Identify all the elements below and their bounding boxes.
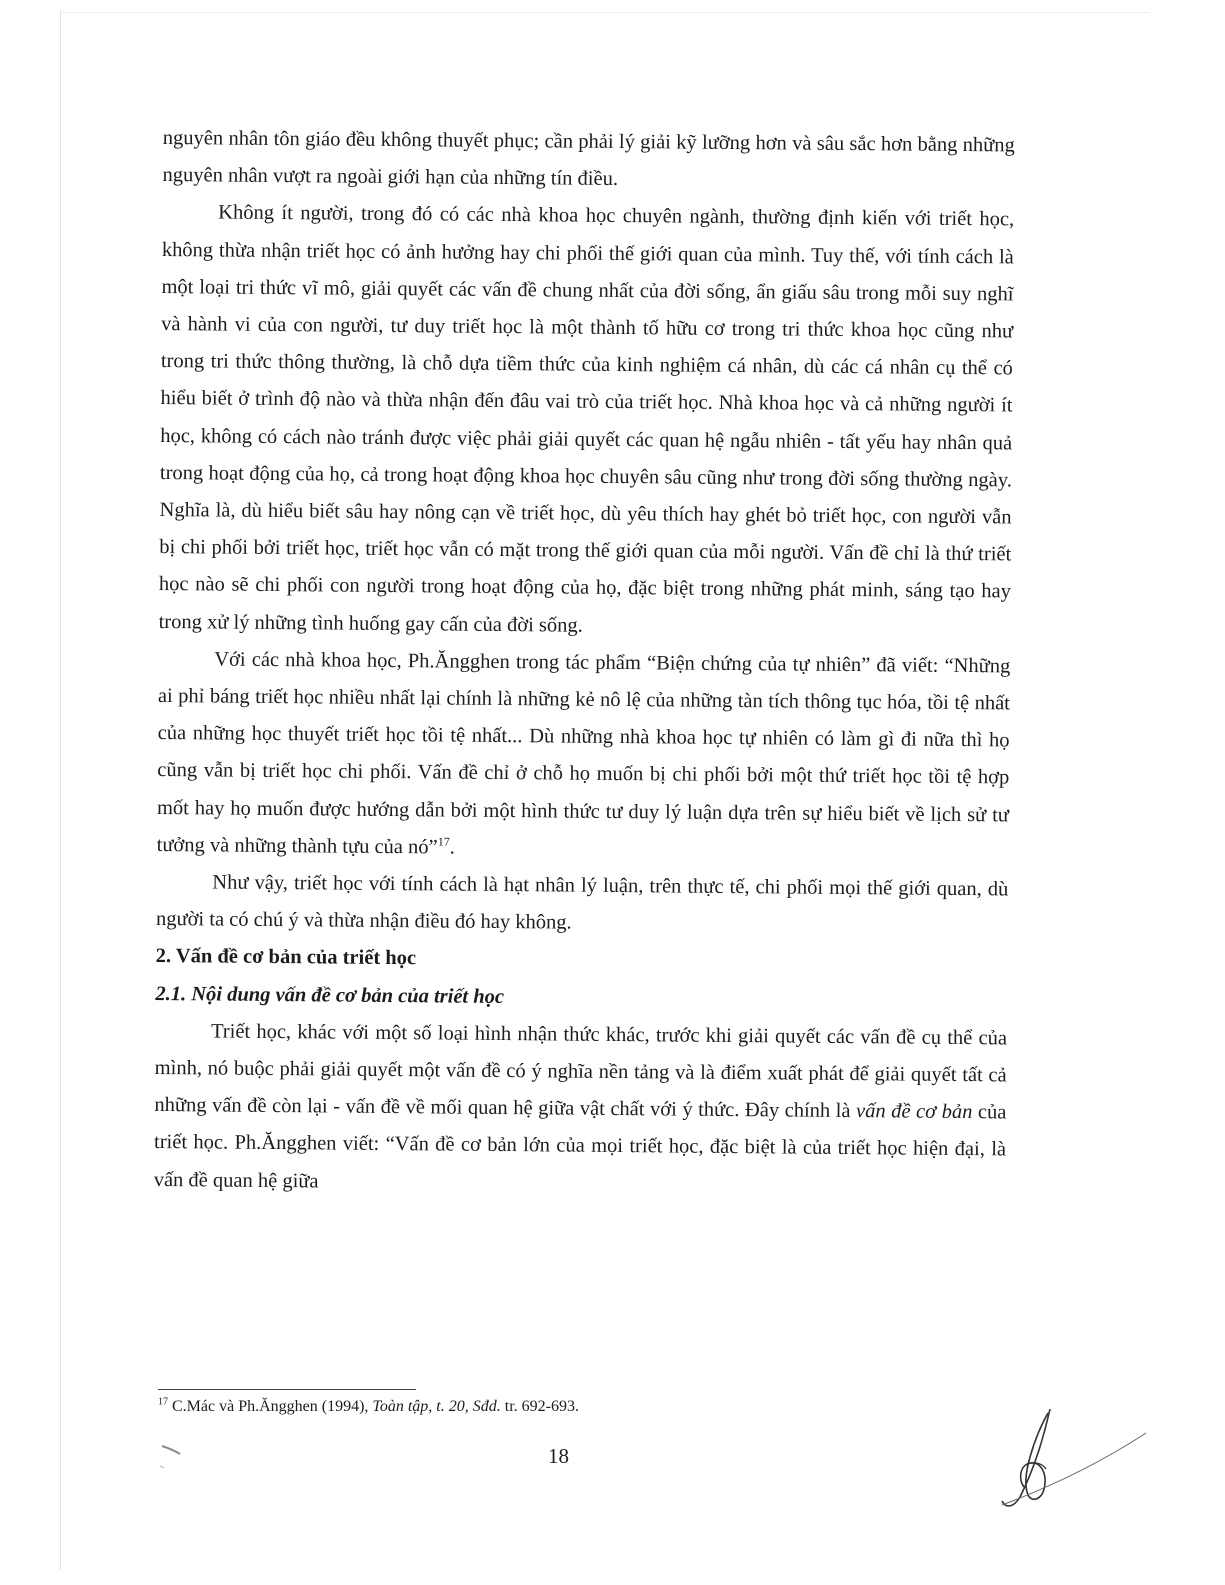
- body-text: [154, 120, 1015, 1206]
- scan-speck-mark: [158, 1420, 198, 1480]
- paragraph-1: nguyên nhân tôn giáo đều không thuyết phục; cần phải lý giải kỹ lưỡng hơn và sâu sắc hơn bằng những nguyên nhân vượt ra ngoài giới hạn của những tín điều.: [162, 126, 1015, 191]
- page-number: 18: [548, 1444, 569, 1468]
- footnote-authors: C.Mác và Ph.Ăngghen (1994),: [172, 1398, 373, 1415]
- paragraph-5-emphasis: vấn đề cơ bản: [855, 1100, 973, 1124]
- paragraph-5: [154, 1013, 1008, 1206]
- footnote-number: 17: [158, 1396, 168, 1408]
- footnote-pages: tr. 692-693.: [500, 1398, 579, 1415]
- paragraph-5-start: Triết học, khác với một số loại hình nhận thức khác, trước khi giải quyết các vấn đề cụ thể của mình, nó buộc phải giải quyết một vấn đề có ý nghĩa nền tảng và là điểm xuất phát để giải quyết tất cả những vấn đề còn lại - vấn đề về mối quan hệ giữa vật chất với ý thức. Đây chính là: [154, 1020, 1008, 1123]
- footnote: [158, 1396, 858, 1418]
- scan-edge-left: [60, 10, 61, 1570]
- subsection-heading: 2.1. Nội dung vấn đề cơ bản của triết học: [155, 982, 505, 1008]
- paragraph-4: Như vậy, triết học với tính cách là hạt nhân lý luận, trên thực tế, chi phối mọi thế giới quan, dù người ta có chú ý và thừa nhận điều đó hay không.: [155, 871, 1009, 934]
- paragraph-5-end: của triết học. Ph.Ăngghen viết: “Vấn đề cơ bản lớn của mọi triết học, đặc biệt là của triết học hiện đại, là vấn đề quan hệ giữa: [153, 1101, 1007, 1193]
- handwritten-signature: [990, 1405, 1150, 1515]
- scan-edge-top: [60, 12, 1150, 13]
- paragraph-2: Không ít người, trong đó có các nhà khoa học chuyên ngành, thường định kiến với triết học, không thừa nhận triết học có ảnh hưởng hay chi phối thế giới quan của mình. Tuy thế, với tính cách là một loại tri thức vĩ mô, giải quyết các vấn đề chung nhất của đời sống, ẩn giấu sâu trong mỗi suy nghĩ và hành vi của con người, tư duy triết học là một thành tố hữu cơ trong tri thức khoa học cũng như trong tri thức thông thường, là chỗ dựa tiềm thức của kinh nghiệm cá nhân, dù các cá nhân cụ thể có hiểu biết ở trình độ nào và thừa nhận đến đâu vai trò của triết học. Nhà khoa học và cả những người ít học, không có cách nào tránh được việc phải giải quyết các quan hệ ngẫu nhiên - tất yếu hay nhân quả trong hoạt động của họ, cả trong hoạt động khoa học chuyên sâu cũng như trong đời sống thường ngày. Nghĩa là, dù hiểu biết sâu hay nông cạn về triết học, dù yêu thích hay ghét bỏ triết học, con người vẫn bị chi phối bởi triết học, triết học vẫn có mặt trong thế giới quan của mỗi người. Vấn đề chỉ là thứ triết học nào sẽ chi phối con người trong hoạt động của họ, đặc biệt trong những phát minh, sáng tạo hay trong xử lý những tình huống gay cấn của đời sống.: [158, 201, 1015, 637]
- paragraph-3-text: Với các nhà khoa học, Ph.Ăngghen trong tác phẩm “Biện chứng của tự nhiên” đã viết: “Những ai phỉ báng triết học nhiều nhất lại chính là những kẻ nô lệ của những tàn tích thông tục hóa, tồi tệ nhất của những học thuyết triết học tồi tệ nhất... Dù những nhà khoa học tự nhiên có làm gì đi nữa thì họ cũng vẫn bị triết học chi phối. Vấn đề chỉ ở chỗ họ muốn bị chi phối bởi một thứ triết học tồi tệ hợp mốt hay họ muốn được hướng dẫn bởi một hình thức tư duy lý luận dựa trên sự hiểu biết về lịch sử tư tưởng và những thành tựu của nó”: [156, 648, 1011, 859]
- section-heading: 2. Vấn đề cơ bản của triết học: [155, 945, 417, 970]
- footnote-work: Toàn tập, t. 20, Sđd.: [372, 1398, 501, 1415]
- footnote-ref-17: 17: [437, 834, 450, 849]
- footnote-divider: [158, 1389, 416, 1390]
- paragraph-3: Với các nhà khoa học, Ph.Ăngghen trong tác phẩm “Biện chứng của tự nhiên” đã viết: “Những ai phỉ báng triết học nhiều nhất lại chính là những kẻ nô lệ của những tàn tích thông tục hóa, tồi tệ nhất của những học thuyết triết học tồi tệ nhất... Dù những nhà khoa học tự nhiên có làm gì đi nữa thì họ cũng vẫn bị triết học chi phối. Vấn đề chỉ ở chỗ họ muốn bị chi phối bởi một thứ triết học tồi tệ hợp mốt hay họ muốn được hướng dẫn bởi một hình thức tư duy lý luận dựa trên sự hiểu biết về lịch sử tư tưởng và những thành tựu của nó”$^{17}$.: [156, 648, 1011, 859]
